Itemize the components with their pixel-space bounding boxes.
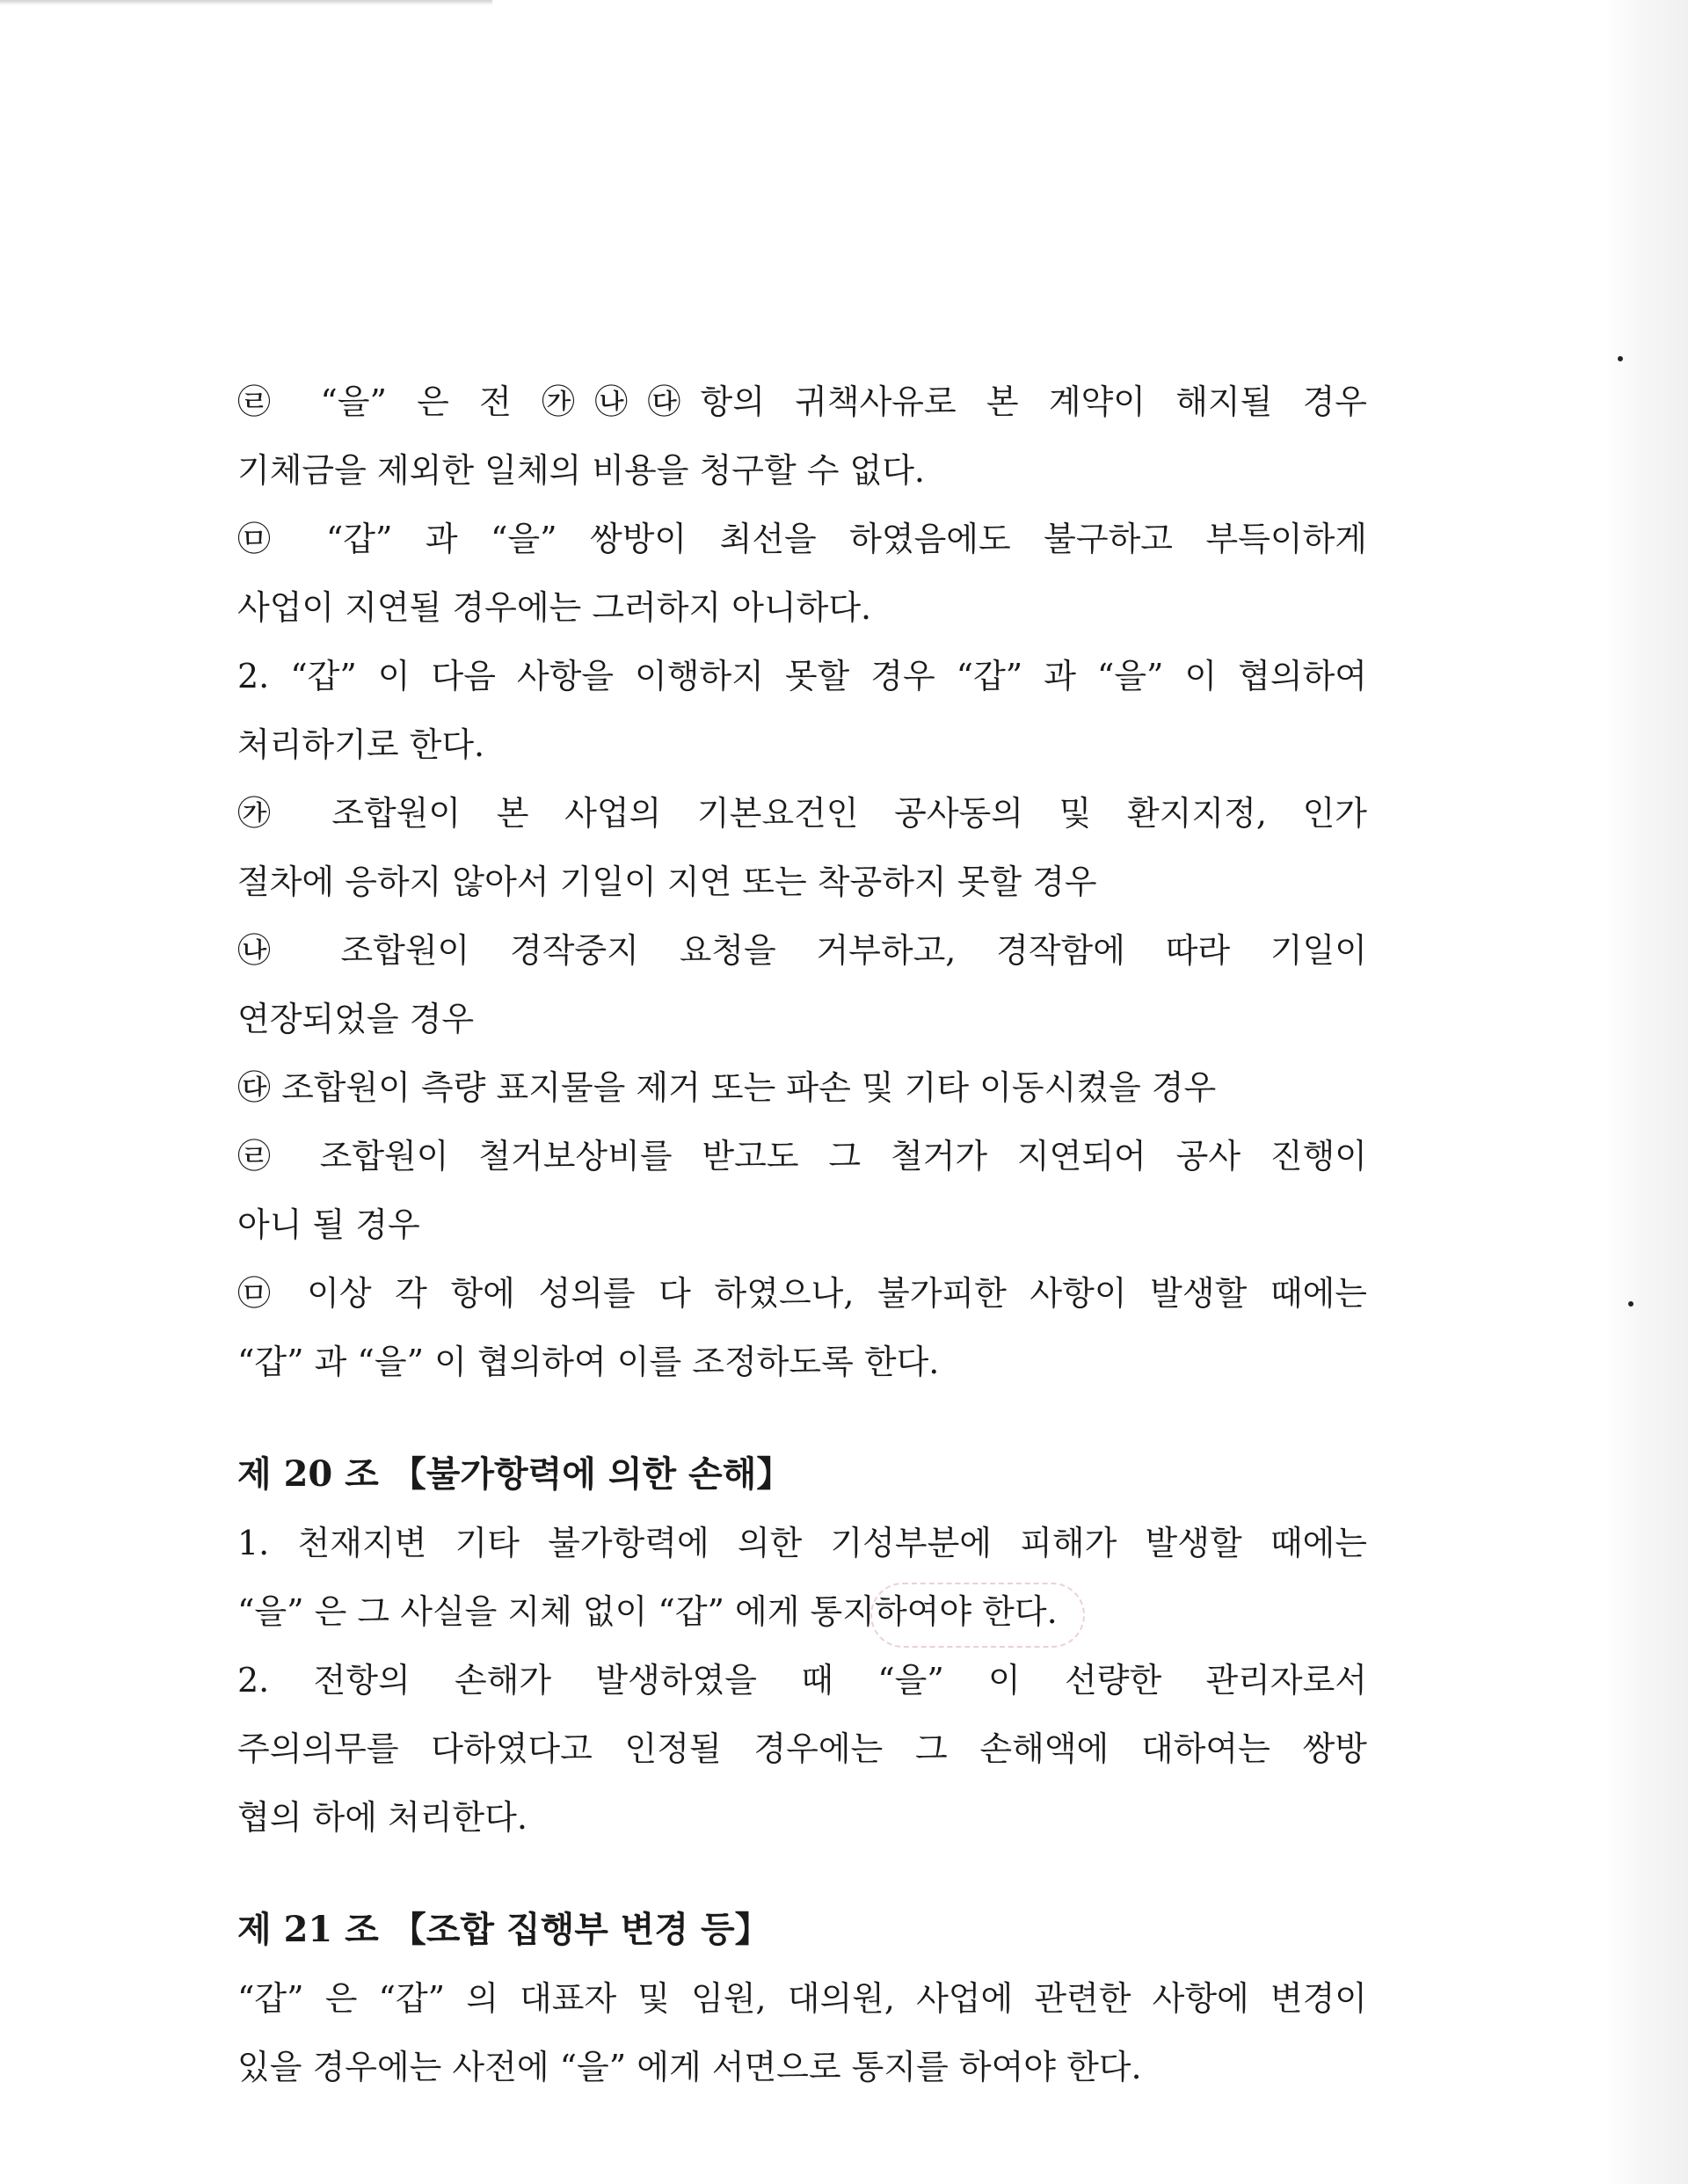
text-line: “갑” 은 “갑” 의 대표자 및 임원, 대의원, 사업에 관련한 사항에 변경이	[237, 1979, 1367, 2018]
text-line: 1. 천재지변 기타 불가항력에 의한 기성부분에 피해가 발생할 때에는	[237, 1524, 1367, 1562]
text-line: 연장되었을 경우	[237, 1000, 475, 1038]
text-line: 사업이 지연될 경우에는 그러하지 아니하다.	[237, 588, 872, 627]
scan-speck	[1628, 1301, 1633, 1307]
article-21-heading: 제 21 조 【조합 집행부 변경 등】	[237, 1909, 770, 1950]
article-20-heading: 제 20 조 【불가항력에 의한 손해】	[237, 1453, 792, 1495]
text-line: 2. 전항의 손해가 발생하였을 때 “을” 이 선량한 관리자로서	[237, 1661, 1367, 1700]
text-line: ㉯ 조합원이 경작중지 요청을 거부하고, 경작함에 따라 기일이	[237, 931, 1367, 970]
document-body	[237, 368, 1367, 2101]
text-line: 기체금을 제외한 일체의 비용을 청구할 수 없다.	[237, 451, 926, 490]
text-line: ㉤ “갑” 과 “을” 쌍방이 최선을 하였음에도 불구하고 부득이하게	[237, 520, 1367, 558]
text-line: ㉣ 조합원이 철거보상비를 받고도 그 철거가 지연되어 공사 진행이	[237, 1137, 1367, 1176]
text-line: 아니 될 경우	[237, 1205, 420, 1244]
text-line: 절차에 응하지 않아서 기일이 지연 또는 착공하지 못할 경우	[237, 863, 1097, 901]
text-line: “을” 은 그 사실을 지체 없이 “갑” 에게 통지하여야 한다.	[237, 1592, 1058, 1631]
text-line: ㉣ “을” 은 전 ㉮㉯㉰항의 귀책사유로 본 계약이 해지될 경우	[237, 382, 1367, 421]
text-line: 주의의무를 다하였다고 인정될 경우에는 그 손해액에 대하여는 쌍방	[237, 1729, 1367, 1768]
scan-edge-line	[0, 0, 492, 5]
scan-edge-shadow	[1604, 0, 1688, 2184]
text-line: ㉮ 조합원이 본 사업의 기본요건인 공사동의 및 환지지정, 인가	[237, 794, 1367, 833]
text-line: ㉤ 이상 각 항에 성의를 다 하였으나, 불가피한 사항이 발생할 때에는	[237, 1274, 1367, 1313]
text-line: 있을 경우에는 사전에 “을” 에게 서면으로 통지를 하여야 한다.	[237, 2048, 1142, 2086]
text-line: ㉰ 조합원이 측량 표지물을 제거 또는 파손 및 기타 이동시켰을 경우	[237, 1068, 1217, 1107]
text-line: 협의 하에 처리한다.	[237, 1798, 528, 1837]
text-line: “갑” 과 “을” 이 협의하여 이를 조정하도록 한다.	[237, 1343, 940, 1381]
scan-speck	[1618, 356, 1623, 361]
text-line: 처리하기로 한다.	[237, 725, 485, 764]
text-line: 2. “갑” 이 다음 사항을 이행하지 못할 경우 “갑” 과 “을” 이 협의하여	[237, 657, 1367, 695]
